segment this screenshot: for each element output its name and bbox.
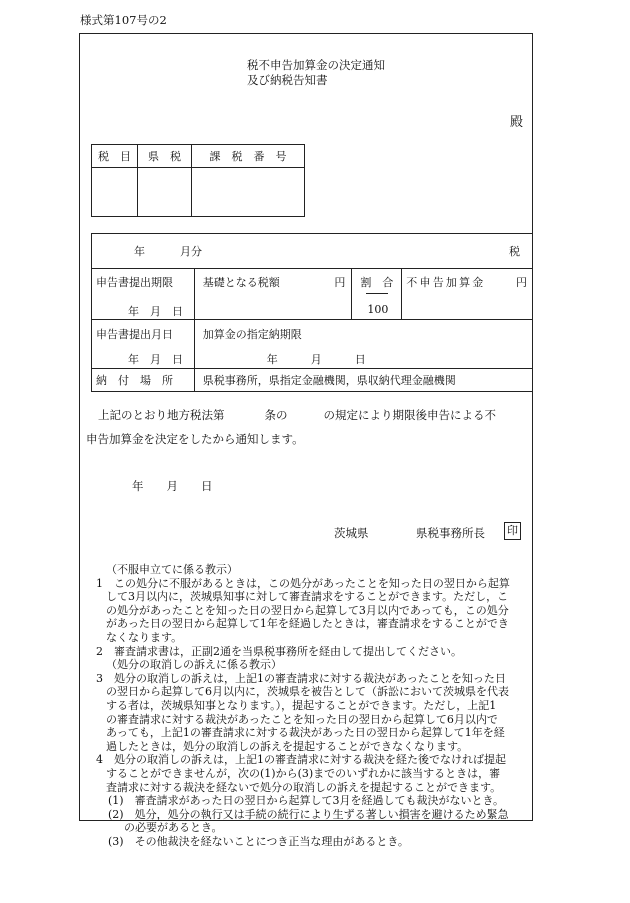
payment-deadline-cell xyxy=(194,320,532,369)
period-row xyxy=(92,234,533,269)
item1-line2: して3月以内に，茨城県知事に対して審査請求をすることができます。ただし，こ xyxy=(106,590,509,604)
item3-line4: の審査請求に対する裁決があったことを知った日の翌日から起算して6月以内で xyxy=(106,712,498,726)
item1-line3: の処分があったことを知った日の翌日から起算して3月以内であっても，この処分 xyxy=(106,603,509,617)
payment-place-value: 県税事務所，県指定金融機関，県収納代理金融機関 xyxy=(194,369,532,392)
notice-part3: の規定により期限後申告による不 xyxy=(323,408,496,422)
item1-line4: があった日の翌日から起算して1年を経過したときは，審査請求をすることができ xyxy=(106,617,509,631)
period-month-label: 月分 xyxy=(180,245,202,258)
sub-item2-line2: の必要があるとき。 xyxy=(124,821,223,835)
tax-item-table xyxy=(91,144,305,217)
notice-part1: 上記のとおり地方税法第 xyxy=(98,408,225,422)
penalty-cell xyxy=(402,269,533,320)
sub-item1: (1) 審査請求があった日の翌日から起算して3月を経過しても裁決がないとき。 xyxy=(108,794,505,808)
period-year-label: 年 xyxy=(134,245,145,258)
penalty-yen: 円 xyxy=(516,276,527,289)
issuer-office-head: 県税事務所長 xyxy=(416,526,485,540)
item4-line1: 4 処分の取消しの訴えは，上記1の審査請求に対する裁決を経た後でなければ提起 xyxy=(96,753,506,767)
item3-line2: の翌日から起算して6月以内に，茨城県を被告として（訴訟において茨城県を代表 xyxy=(106,685,509,699)
notice-date: 年 月 日 xyxy=(132,479,213,493)
base-tax-yen: 円 xyxy=(334,276,346,289)
prefectural-tax-cell[interactable] xyxy=(138,168,192,217)
filing-date-cell xyxy=(92,320,195,369)
fraction-line xyxy=(366,293,388,294)
prefectural-tax-header: 県 税 xyxy=(138,145,192,168)
filing-deadline-label: 申告書提出期限 xyxy=(96,276,173,289)
filing-deadline-cell xyxy=(92,269,195,320)
tax-number-header: 課 税 番 号 xyxy=(192,145,305,168)
penalty-table xyxy=(91,233,533,392)
payment-place-label: 納 付 場 所 xyxy=(92,369,195,392)
rate-denominator: 100 xyxy=(367,303,389,316)
notice-part2: 条の xyxy=(264,408,288,422)
tax-suffix: 税 xyxy=(509,245,520,258)
penalty-label: 不申告加算金 xyxy=(406,276,486,289)
addressee-suffix: 殿 xyxy=(510,115,524,130)
tax-number-cell[interactable] xyxy=(192,168,305,217)
base-tax-cell xyxy=(194,269,352,320)
item1-line5: なくなります。 xyxy=(106,630,183,644)
item4-line2: することができませんが，次の(1)から(3)までのいずれかに該当するときは，審 xyxy=(106,766,501,780)
notice-line1 xyxy=(86,404,526,426)
official-seal: 印 xyxy=(504,522,521,540)
notice-line2: 申告加算金を決定をしたから通知します。 xyxy=(86,432,304,446)
sub-item2-line1: (2) 処分，処分の執行又は手続の続行により生ずる著しい損害を避けるため緊急 xyxy=(108,807,509,821)
item2: 2 審査請求書は，正副2通を当県税事務所を経由して提出してください。 xyxy=(96,644,462,658)
appeal-heading: （不服申立てに係る教示） xyxy=(106,563,238,576)
item3-line3: する者は，茨城県知事となります。），提起することができます。ただし，上記1 xyxy=(106,698,497,712)
tax-item-cell[interactable] xyxy=(92,168,138,217)
base-tax-label: 基礎となる税額 xyxy=(202,276,280,289)
rate-cell xyxy=(352,269,402,320)
filing-deadline-date: 年 月 日 xyxy=(128,305,183,318)
item3-line1: 3 処分の取消しの訴えは，上記1の審査請求に対する裁決があったことを知った日 xyxy=(96,671,506,685)
payment-deadline-date: 年 月 日 xyxy=(266,353,366,366)
item4-line3: 査請求に対する裁決を経ないで処分の取消しの訴えを提起することができます。 xyxy=(106,780,502,794)
document-title-line2: 及び納税告知書 xyxy=(247,73,328,87)
document-title-line1: 税不申告加算金の決定通知 xyxy=(247,58,385,72)
issuer-prefecture: 茨城県 xyxy=(334,526,369,540)
revocation-heading: （処分の取消しの訴えに係る教示） xyxy=(106,658,282,672)
filing-date-label: 申告書提出月日 xyxy=(96,328,173,341)
tax-item-header: 税 目 xyxy=(92,145,138,168)
rate-label: 割 合 xyxy=(360,276,394,289)
instructions xyxy=(96,563,528,848)
payment-deadline-label: 加算金の指定納期限 xyxy=(202,328,302,341)
item3-line6: 過したときは，処分の取消しの訴えを提起することができなくなります。 xyxy=(106,739,469,753)
item1-line1: 1 この処分に不服があるときは，この処分があったことを知った日の翌日から起算 xyxy=(96,576,510,590)
item3-line5: あっても，上記1の審査請求に対する裁決があった日の翌日から起算して1年を経 xyxy=(106,726,505,740)
sub-item3: (3) その他裁決を経ないことにつき正当な理由があるとき。 xyxy=(108,834,409,848)
form-number: 様式第107号の2 xyxy=(80,13,167,27)
filing-date-value: 年 月 日 xyxy=(128,353,183,366)
